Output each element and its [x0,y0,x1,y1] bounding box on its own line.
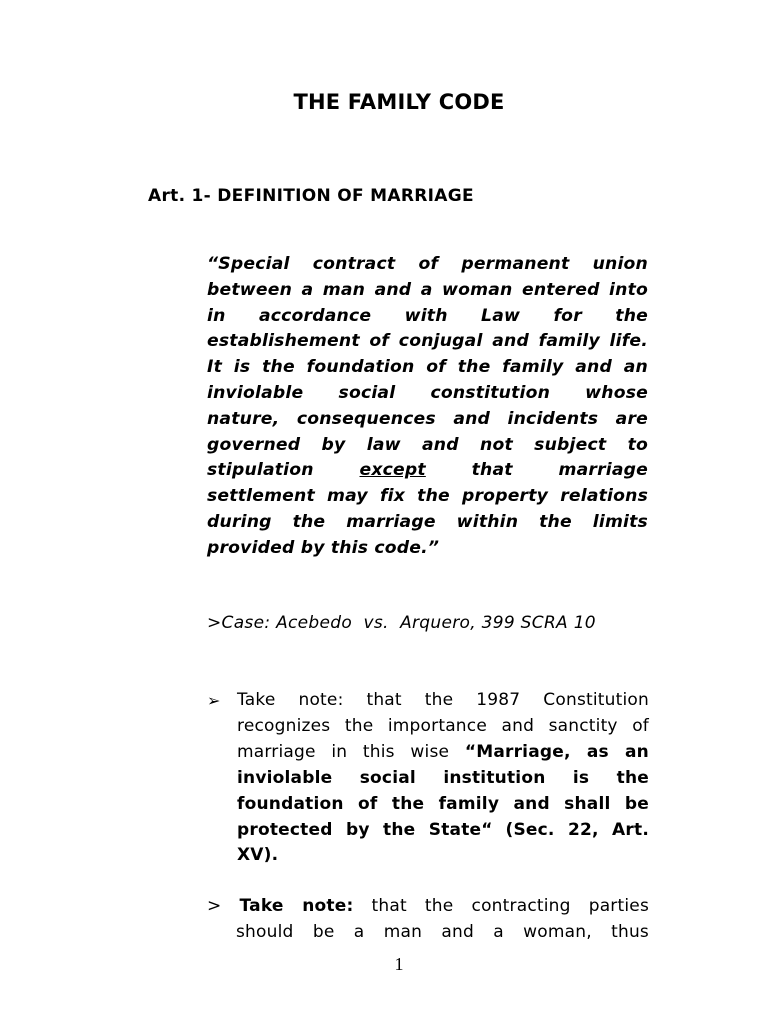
definition-word: that marriage [471,460,648,481]
arrow-bullet-icon: ➢ [207,691,221,710]
definition-paragraph [207,252,648,562]
note-line: should be a man and a woman, thus [236,921,649,942]
note-line [237,843,649,869]
note-prefix: > [207,896,222,916]
definition-line: establishement of conjugal and family life. [207,331,648,352]
note-text: that the contracting parties [371,896,649,916]
note-line [237,818,649,844]
case-reference: >Case: Acebedo vs. Arquero, 399 SCRA 10 [207,613,596,633]
definition-line: provided by this code.” [207,537,440,558]
note-citation: (Sec. 22, Art. [505,819,649,840]
note-quote: “Marriage, as an [464,741,649,762]
definition-line: inviolable social constitution whose [207,382,648,403]
definition-line: “Special contract of permanent union [207,254,648,274]
definition-line: settlement may fix the property relations [207,486,648,507]
take-note-bullet [207,688,649,869]
page-number: 1 [394,954,404,974]
definition-word: stipulation [207,460,314,481]
note-line [237,740,649,766]
note-line [207,894,649,920]
take-note-contracting-parties [207,894,649,946]
definition-line: It is the foundation of the family and an [207,357,648,378]
note-line: Take note: that the 1987 Constitution [237,690,649,710]
definition-line: in accordance with Law for the [207,305,648,326]
definition-line [207,458,648,484]
page-title: THE FAMILY CODE [293,90,505,114]
underlined-except: except [359,460,426,481]
note-quote: protected by the State“ [237,819,493,840]
definition-line: nature, consequences and incidents are [207,408,648,429]
note-line: foundation of the family and shall be [237,793,649,814]
note-text: marriage in this wise [237,741,450,762]
note-line: recognizes the importance and sanctity of [237,715,649,736]
note-citation: XV) [237,845,272,866]
definition-line: between a man and a woman entered into [207,279,648,300]
note-label: Take note: [239,896,354,916]
definition-line: during the marriage within the limits [207,511,648,532]
note-line: inviolable social institution is the [237,767,649,788]
note-period: . [271,845,279,866]
definition-line: governed by law and not subject to [207,434,648,455]
article-heading: Art. 1- DEFINITION OF MARRIAGE [148,186,474,206]
